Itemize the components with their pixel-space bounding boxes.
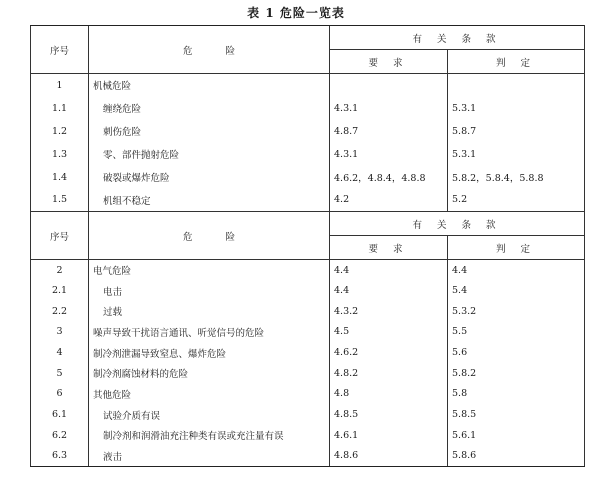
table-row	[31, 74, 585, 97]
row-judgement: 5.8.6	[448, 446, 585, 467]
header-judgement: 判 定	[448, 50, 585, 74]
row-requirement: 4.6.2	[330, 342, 448, 363]
row-number: 6.1	[31, 404, 89, 425]
row-judgement	[448, 74, 585, 97]
row-number: 1	[31, 74, 89, 97]
header-clauses: 有 关 条 款	[330, 212, 585, 236]
header-seq: 序号	[31, 212, 89, 260]
row-judgement: 5.3.2	[448, 301, 585, 322]
table-row	[31, 404, 585, 425]
row-number: 6	[31, 384, 89, 405]
row-hazard: 破裂或爆炸危险	[89, 166, 330, 189]
row-hazard: 电击	[89, 280, 330, 301]
row-hazard: 液击	[89, 446, 330, 467]
table-row	[31, 97, 585, 120]
table-row	[31, 425, 585, 446]
row-number: 4	[31, 342, 89, 363]
row-number: 6.3	[31, 446, 89, 467]
row-requirement: 4.6.1	[330, 425, 448, 446]
row-number: 2	[31, 260, 89, 281]
header-requirement: 要 求	[330, 50, 448, 74]
table-row	[31, 446, 585, 467]
row-judgement: 5.2	[448, 189, 585, 212]
header-clauses: 有 关 条 款	[330, 26, 585, 50]
row-requirement: 4.6.2，4.8.4，4.8.8	[330, 166, 448, 189]
row-number: 2.2	[31, 301, 89, 322]
row-requirement: 4.8.6	[330, 446, 448, 467]
table-row	[31, 280, 585, 301]
table-row	[31, 120, 585, 143]
row-judgement: 5.8	[448, 384, 585, 405]
row-hazard: 噪声导致干扰语言通讯、听觉信号的危险	[89, 322, 330, 343]
row-hazard: 电气危险	[89, 260, 330, 281]
row-requirement: 4.8.2	[330, 363, 448, 384]
row-judgement: 5.8.7	[448, 120, 585, 143]
row-hazard: 过载	[89, 301, 330, 322]
row-requirement: 4.8	[330, 384, 448, 405]
row-hazard: 零、部件抛射危险	[89, 143, 330, 166]
table-row	[31, 301, 585, 322]
table-row	[31, 260, 585, 281]
row-requirement: 4.3.2	[330, 301, 448, 322]
header-row	[31, 212, 585, 236]
table-row	[31, 166, 585, 189]
row-number: 1.5	[31, 189, 89, 212]
row-number: 1.3	[31, 143, 89, 166]
row-judgement: 5.8.5	[448, 404, 585, 425]
row-number: 6.2	[31, 425, 89, 446]
row-judgement: 5.5	[448, 322, 585, 343]
row-judgement: 4.4	[448, 260, 585, 281]
table-caption: 表 1 危险一览表	[247, 6, 345, 20]
row-number: 5	[31, 363, 89, 384]
header-row	[31, 26, 585, 50]
row-hazard: 试验介质有误	[89, 404, 330, 425]
row-number: 1.1	[31, 97, 89, 120]
row-hazard: 制冷剂泄漏导致窒息、爆炸危险	[89, 342, 330, 363]
row-judgement: 5.3.1	[448, 143, 585, 166]
row-requirement	[330, 74, 448, 97]
row-judgement: 5.3.1	[448, 97, 585, 120]
header-requirement: 要 求	[330, 236, 448, 260]
row-number: 1.4	[31, 166, 89, 189]
row-requirement: 4.3.1	[330, 143, 448, 166]
row-judgement: 5.6.1	[448, 425, 585, 446]
row-hazard: 机械危险	[89, 74, 330, 97]
row-hazard: 缠绕危险	[89, 97, 330, 120]
table-row	[31, 189, 585, 212]
header-hazard: 危 险	[89, 26, 330, 74]
row-judgement: 5.6	[448, 342, 585, 363]
table-row	[31, 143, 585, 166]
row-requirement: 4.5	[330, 322, 448, 343]
row-number: 1.2	[31, 120, 89, 143]
header-seq: 序号	[31, 26, 89, 74]
row-requirement: 4.4	[330, 280, 448, 301]
row-hazard: 制冷剂腐蚀材料的危险	[89, 363, 330, 384]
row-requirement: 4.3.1	[330, 97, 448, 120]
table-row	[31, 342, 585, 363]
row-judgement: 5.8.2，5.8.4，5.8.8	[448, 166, 585, 189]
row-number: 2.1	[31, 280, 89, 301]
row-requirement: 4.8.5	[330, 404, 448, 425]
row-requirement: 4.2	[330, 189, 448, 212]
header-judgement: 判 定	[448, 236, 585, 260]
row-judgement: 5.4	[448, 280, 585, 301]
row-requirement: 4.4	[330, 260, 448, 281]
row-judgement: 5.8.2	[448, 363, 585, 384]
row-hazard: 刺伤危险	[89, 120, 330, 143]
header-hazard: 危 险	[89, 212, 330, 260]
hazard-table	[30, 25, 585, 467]
row-hazard: 制冷剂和润滑油充注种类有误或充注量有误	[89, 425, 330, 446]
table-row	[31, 384, 585, 405]
row-number: 3	[31, 322, 89, 343]
row-hazard: 机组不稳定	[89, 189, 330, 212]
row-requirement: 4.8.7	[330, 120, 448, 143]
row-hazard: 其他危险	[89, 384, 330, 405]
table-row	[31, 363, 585, 384]
table-row	[31, 322, 585, 343]
